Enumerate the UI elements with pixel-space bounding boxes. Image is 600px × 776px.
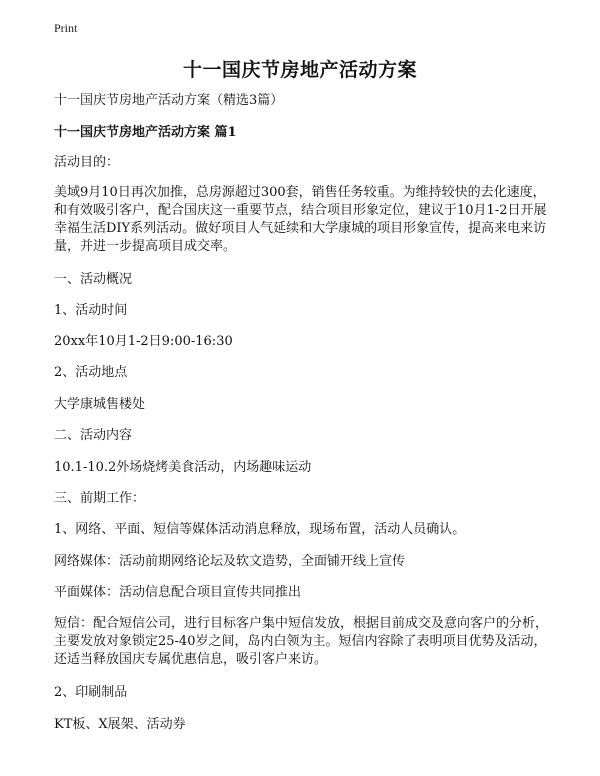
- heading-content: 二、活动内容: [54, 428, 133, 443]
- paragraph-purpose-body: 美域9月10日再次加推，总房源超过300套，销售任务较重。为维持较快的去化速度，和有效吸引客户，配合国庆这一重要节点，结合项目形象定位，建议于10月1-2日开展幸福生活DIY系列活动。做好项目人气延续和大学康城的项目形象宣传，提高来电来访量，并进一步提高项目成交率。: [54, 185, 547, 254]
- heading-location: 2、活动地点: [54, 365, 128, 380]
- event-content: 10.1-10.2外场烧烤美食活动，内场趣味运动: [54, 460, 312, 475]
- document-title: 十一国庆节房地产活动方案: [182, 59, 417, 81]
- online-media: 网络媒体：活动前期网络论坛及软文造势，全面铺开线上宣传: [54, 554, 406, 569]
- section-heading: 十一国庆节房地产活动方案 篇1: [54, 125, 237, 140]
- paragraph-purpose-label: 活动目的：: [54, 155, 120, 170]
- document-subtitle: 十一国庆节房地产活动方案（精选3篇）: [54, 93, 284, 108]
- preparation-media: 1、网络、平面、短信等媒体活动消息释放，现场布置，活动人员确认。: [54, 522, 466, 537]
- heading-overview: 一、活动概况: [54, 272, 133, 287]
- print-label[interactable]: Print: [54, 21, 78, 35]
- print-media: 平面媒体：活动信息配合项目宣传共同推出: [54, 585, 302, 600]
- event-time: 20xx年10月1-2日9:00-16:30: [54, 334, 233, 349]
- print-materials-list: KT板、X展架、活动券: [54, 717, 186, 732]
- event-location: 大学康城售楼处: [54, 397, 146, 412]
- sms-paragraph: 短信：配合短信公司，进行目标客户集中短信发放，根据目前成交及意向客户的分析，主要发放对象锁定25-40岁之间，岛内白领为主。短信内容除了表明项目优势及活动，还适当释放国庆专属优惠信息，吸引客户来访。: [54, 616, 549, 667]
- heading-preparation: 三、前期工作：: [54, 491, 146, 506]
- heading-time: 1、活动时间: [54, 303, 128, 318]
- heading-print-materials: 2、印刷制品: [54, 685, 128, 700]
